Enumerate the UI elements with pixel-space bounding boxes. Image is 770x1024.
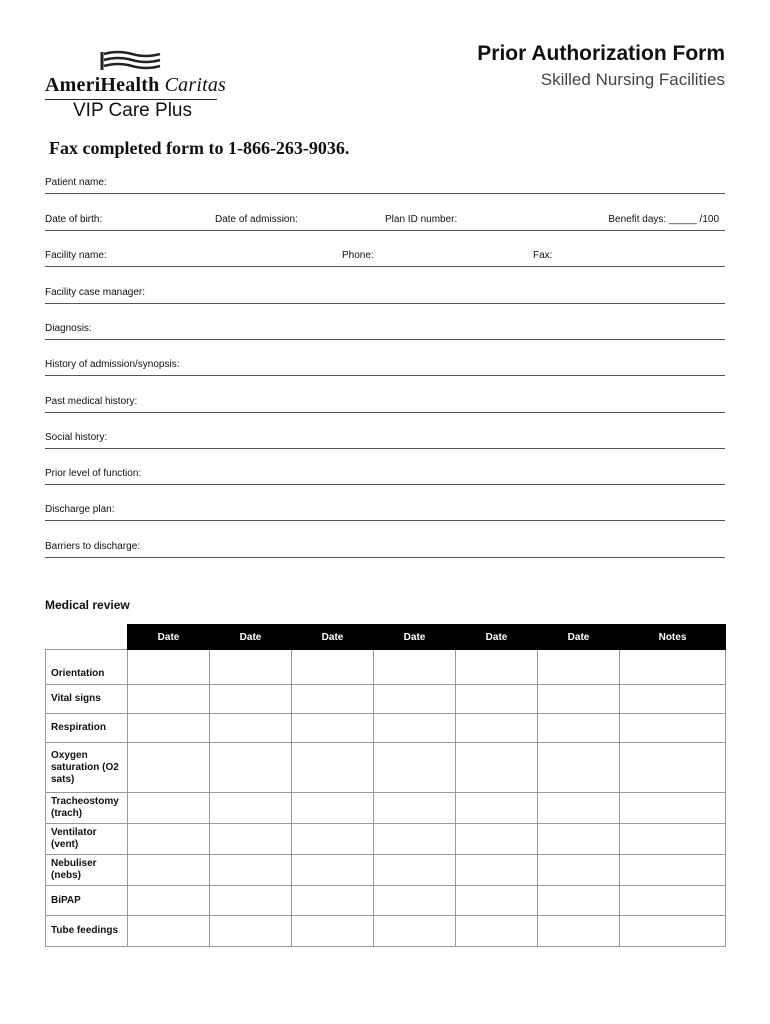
form-subtitle: Skilled Nursing Facilities bbox=[540, 70, 725, 89]
social-history-field[interactable] bbox=[45, 432, 725, 449]
table-row bbox=[46, 916, 726, 947]
table-row bbox=[46, 714, 726, 743]
table-cell[interactable] bbox=[374, 685, 456, 714]
table-row bbox=[46, 743, 726, 793]
table-cell[interactable] bbox=[620, 650, 726, 685]
table-cell[interactable] bbox=[210, 793, 292, 824]
column-header: Date bbox=[292, 625, 374, 650]
row-label: Nebuliser (nebs) bbox=[46, 855, 128, 886]
fax-instruction: Fax completed form to 1-866-263-9036. bbox=[49, 138, 350, 158]
row-label: Tracheostomy (trach) bbox=[46, 793, 128, 824]
row-label: Respiration bbox=[46, 714, 128, 743]
fax-label: Fax: bbox=[533, 250, 553, 261]
table-cell[interactable] bbox=[374, 650, 456, 685]
table-cell[interactable] bbox=[374, 916, 456, 947]
table-row bbox=[46, 685, 726, 714]
discharge-plan-field[interactable] bbox=[45, 504, 725, 521]
flag-waves-icon bbox=[100, 50, 210, 72]
table-row bbox=[46, 793, 726, 824]
medical-review-table bbox=[45, 624, 726, 947]
row-label: Tube feedings bbox=[46, 916, 128, 947]
case-manager-label: Facility case manager: bbox=[45, 287, 146, 298]
phone-label: Phone: bbox=[342, 250, 374, 261]
table-cell[interactable] bbox=[456, 824, 538, 855]
header-blank bbox=[46, 625, 128, 650]
table-cell[interactable] bbox=[620, 916, 726, 947]
table-cell[interactable] bbox=[620, 886, 726, 916]
table-cell[interactable] bbox=[210, 650, 292, 685]
patient-name-label: Patient name: bbox=[45, 177, 107, 188]
table-cell[interactable] bbox=[374, 824, 456, 855]
column-header: Date bbox=[456, 625, 538, 650]
column-header: Date bbox=[128, 625, 210, 650]
dob-label: Date of birth: bbox=[45, 214, 103, 225]
table-cell[interactable] bbox=[292, 886, 374, 916]
table-header-row bbox=[46, 625, 726, 650]
plan-id-label: Plan ID number: bbox=[385, 214, 458, 225]
table-cell[interactable] bbox=[210, 886, 292, 916]
plan-name: VIP Care Plus bbox=[73, 100, 192, 121]
column-header: Date bbox=[538, 625, 620, 650]
table-cell[interactable] bbox=[456, 650, 538, 685]
table-row bbox=[46, 824, 726, 855]
social-history-label: Social history: bbox=[45, 432, 108, 443]
barriers-label: Barriers to discharge: bbox=[45, 541, 141, 552]
diagnosis-field[interactable] bbox=[45, 323, 725, 340]
prior-function-label: Prior level of function: bbox=[45, 468, 142, 479]
table-cell[interactable] bbox=[374, 855, 456, 886]
form-title: Prior Authorization Form bbox=[477, 42, 725, 65]
row-label: Oxygen saturation (O2 sats) bbox=[46, 743, 128, 793]
brand-name: AmeriHealth Caritas bbox=[45, 74, 227, 96]
row-label: Orientation bbox=[46, 650, 128, 685]
patient-name-field[interactable] bbox=[45, 177, 725, 194]
table-cell[interactable] bbox=[128, 916, 210, 947]
table-cell[interactable] bbox=[620, 685, 726, 714]
column-header: Date bbox=[210, 625, 292, 650]
facility-row[interactable] bbox=[45, 250, 725, 267]
table-cell[interactable] bbox=[292, 743, 374, 793]
table-cell[interactable] bbox=[374, 714, 456, 743]
table-cell[interactable] bbox=[210, 714, 292, 743]
table-cell[interactable] bbox=[620, 793, 726, 824]
table-cell[interactable] bbox=[538, 685, 620, 714]
table-cell[interactable] bbox=[620, 855, 726, 886]
benefit-days-label: Benefit days: _____ /100 bbox=[608, 214, 719, 225]
past-medical-field[interactable] bbox=[45, 396, 725, 413]
table-cell[interactable] bbox=[128, 886, 210, 916]
table-cell[interactable] bbox=[292, 714, 374, 743]
table-cell[interactable] bbox=[620, 743, 726, 793]
table-cell[interactable] bbox=[210, 855, 292, 886]
table-cell[interactable] bbox=[538, 743, 620, 793]
table-cell[interactable] bbox=[210, 743, 292, 793]
table-cell[interactable] bbox=[456, 916, 538, 947]
prior-function-field[interactable] bbox=[45, 468, 725, 485]
discharge-plan-label: Discharge plan: bbox=[45, 504, 115, 515]
table-cell[interactable] bbox=[292, 685, 374, 714]
table-row bbox=[46, 855, 726, 886]
column-header: Notes bbox=[620, 625, 726, 650]
table-cell[interactable] bbox=[128, 685, 210, 714]
table-cell[interactable] bbox=[374, 743, 456, 793]
history-admission-field[interactable] bbox=[45, 359, 725, 376]
table-cell[interactable] bbox=[538, 916, 620, 947]
row-label: Ventilator (vent) bbox=[46, 824, 128, 855]
table-cell[interactable] bbox=[456, 685, 538, 714]
table-cell[interactable] bbox=[374, 793, 456, 824]
table-cell[interactable] bbox=[538, 650, 620, 685]
row-label: Vital signs bbox=[46, 685, 128, 714]
table-cell[interactable] bbox=[620, 714, 726, 743]
table-cell[interactable] bbox=[538, 855, 620, 886]
table-cell[interactable] bbox=[128, 650, 210, 685]
past-medical-label: Past medical history: bbox=[45, 396, 138, 407]
table-row bbox=[46, 650, 726, 685]
table-cell[interactable] bbox=[128, 824, 210, 855]
table-row bbox=[46, 886, 726, 916]
table-cell[interactable] bbox=[210, 824, 292, 855]
table-cell[interactable] bbox=[538, 824, 620, 855]
column-header: Date bbox=[374, 625, 456, 650]
table-cell[interactable] bbox=[456, 855, 538, 886]
table-cell[interactable] bbox=[128, 714, 210, 743]
row-label: BiPAP bbox=[46, 886, 128, 916]
dob-admission-row[interactable] bbox=[45, 214, 725, 231]
table-cell[interactable] bbox=[210, 916, 292, 947]
admission-date-label: Date of admission: bbox=[215, 214, 298, 225]
table-cell[interactable] bbox=[292, 793, 374, 824]
table-cell[interactable] bbox=[456, 793, 538, 824]
table-cell[interactable] bbox=[292, 650, 374, 685]
table-cell[interactable] bbox=[210, 685, 292, 714]
company-logo bbox=[45, 50, 245, 125]
table-cell[interactable] bbox=[456, 886, 538, 916]
table-cell[interactable] bbox=[292, 916, 374, 947]
medical-review-title: Medical review bbox=[45, 598, 130, 612]
barriers-field[interactable] bbox=[45, 541, 725, 558]
table-cell[interactable] bbox=[128, 855, 210, 886]
table-cell[interactable] bbox=[538, 886, 620, 916]
table-cell[interactable] bbox=[374, 886, 456, 916]
table-cell[interactable] bbox=[292, 855, 374, 886]
table-cell[interactable] bbox=[620, 824, 726, 855]
table-cell[interactable] bbox=[538, 714, 620, 743]
table-cell[interactable] bbox=[456, 714, 538, 743]
table-cell[interactable] bbox=[538, 793, 620, 824]
case-manager-field[interactable] bbox=[45, 287, 725, 304]
table-cell[interactable] bbox=[292, 824, 374, 855]
facility-name-label: Facility name: bbox=[45, 250, 107, 261]
table-cell[interactable] bbox=[128, 743, 210, 793]
table-cell[interactable] bbox=[128, 793, 210, 824]
table-cell[interactable] bbox=[456, 743, 538, 793]
history-admission-label: History of admission/synopsis: bbox=[45, 359, 180, 370]
diagnosis-label: Diagnosis: bbox=[45, 323, 92, 334]
